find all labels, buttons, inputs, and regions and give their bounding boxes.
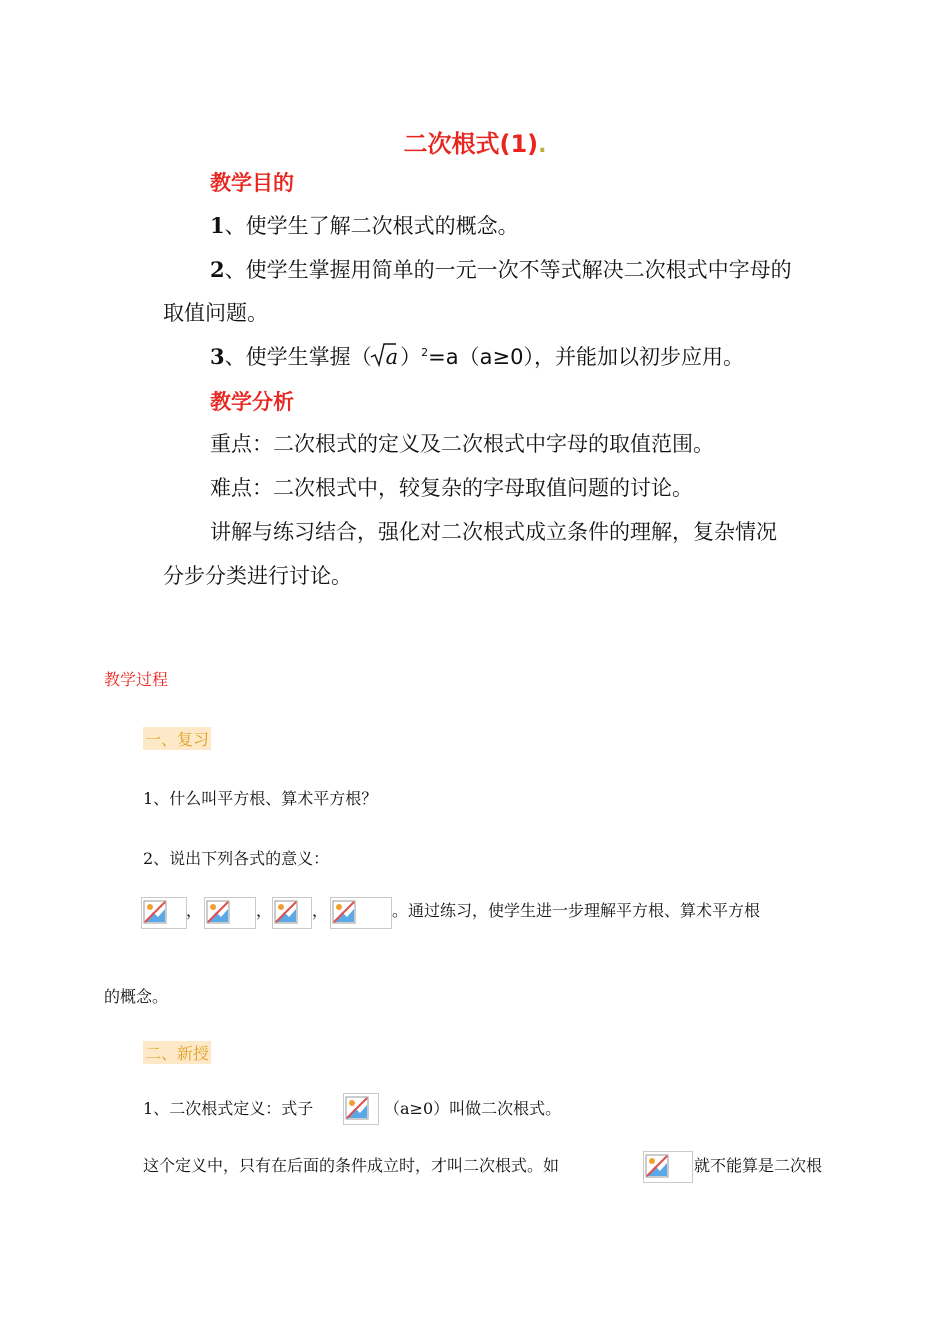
formula-separator-3: ， [312, 901, 329, 920]
formula-image-definition [343, 1093, 379, 1125]
note-text-b: 面的条件成立时，才叫二次根式。如 [303, 1156, 560, 1175]
objective-3-text-b: ） [400, 345, 422, 369]
definition-line [143, 1096, 313, 1119]
difficulty-text: 难点：二次根式中，较复杂的字母取值问题的讨论。 [210, 476, 693, 500]
definition-text-a: 、二次根式定义：式子 [153, 1099, 314, 1118]
sqrt-variable: a [385, 345, 399, 369]
objective-3-superscript: 2 [421, 346, 429, 359]
objective-1-text: 、使学生了解二次根式的概念。 [224, 214, 519, 238]
formula-image-example [643, 1151, 693, 1183]
note-text-c: 就不能算是二次根 [694, 1156, 823, 1175]
objective-1-number: 1 [210, 213, 225, 238]
broken-image-icon [143, 900, 167, 924]
definition-number: 1 [143, 1099, 154, 1118]
formula-image-3 [272, 897, 312, 929]
formula-separator-1: ， [186, 901, 203, 920]
objective-3-text-a: 、使学生掌握（ [224, 345, 372, 369]
broken-image-icon [645, 1154, 669, 1178]
broken-image-icon [345, 1096, 369, 1120]
formula-image-1 [141, 897, 187, 929]
broken-image-icon [274, 900, 298, 924]
formula-image-4 [330, 897, 392, 929]
process-heading: 教学过程 [104, 670, 169, 689]
review-question-1 [143, 786, 377, 809]
review-heading: 一、复习 [143, 727, 211, 750]
objective-2-text-a: 、使学生掌握用简单的一元一次不等式解决二次根式中字母的 [224, 258, 792, 282]
title-mark: . [538, 133, 547, 158]
sqrt-expression [374, 345, 399, 369]
review-question-2: 2、说出下列各式的意义： [143, 849, 330, 868]
new-lesson-heading: 二、新授 [143, 1041, 211, 1064]
objective-item-3 [210, 341, 744, 371]
broken-image-icon [206, 900, 230, 924]
formula-image-2 [204, 897, 256, 929]
title-text: 二次根式(1) [403, 130, 539, 158]
review-tail-b: 的概念。 [104, 987, 169, 1006]
objective-2-number: 2 [210, 257, 225, 282]
sqrt-sign-icon [370, 342, 396, 368]
objective-3-text-c: =a（a≥0），并能加以初步应用。 [428, 345, 744, 369]
review-q1-number: 1、 [143, 789, 170, 808]
analysis-heading: 教学分析 [210, 390, 294, 414]
broken-image-icon [332, 900, 356, 924]
objectives-heading: 教学目的 [210, 171, 294, 195]
formula-separator-2: ， [256, 901, 273, 920]
objective-item-1 [210, 210, 519, 240]
key-point-text: 重点：二次根式的定义及二次根式中字母的取值范围。 [210, 432, 714, 456]
method-text-b: 分步分类进行讨论。 [163, 564, 352, 588]
objective-2-text-b: 取值问题。 [163, 301, 268, 325]
objective-item-2 [210, 254, 792, 284]
note-text-a: 这个定义中，只有在后 [143, 1156, 304, 1175]
review-tail-a: 。通过练习，使学生进一步理解平方根、算术平方根 [392, 901, 761, 920]
objective-3-number: 3 [210, 344, 225, 369]
definition-text-b: （a≥0）叫做二次根式。 [384, 1099, 562, 1118]
note-line [143, 1153, 559, 1176]
page-title [0, 124, 950, 159]
method-text-a: 讲解与练习结合，强化对二次根式成立条件的理解，复杂情况 [210, 520, 777, 544]
review-q1-text: 什么叫平方根、算术平方根？ [169, 789, 378, 808]
